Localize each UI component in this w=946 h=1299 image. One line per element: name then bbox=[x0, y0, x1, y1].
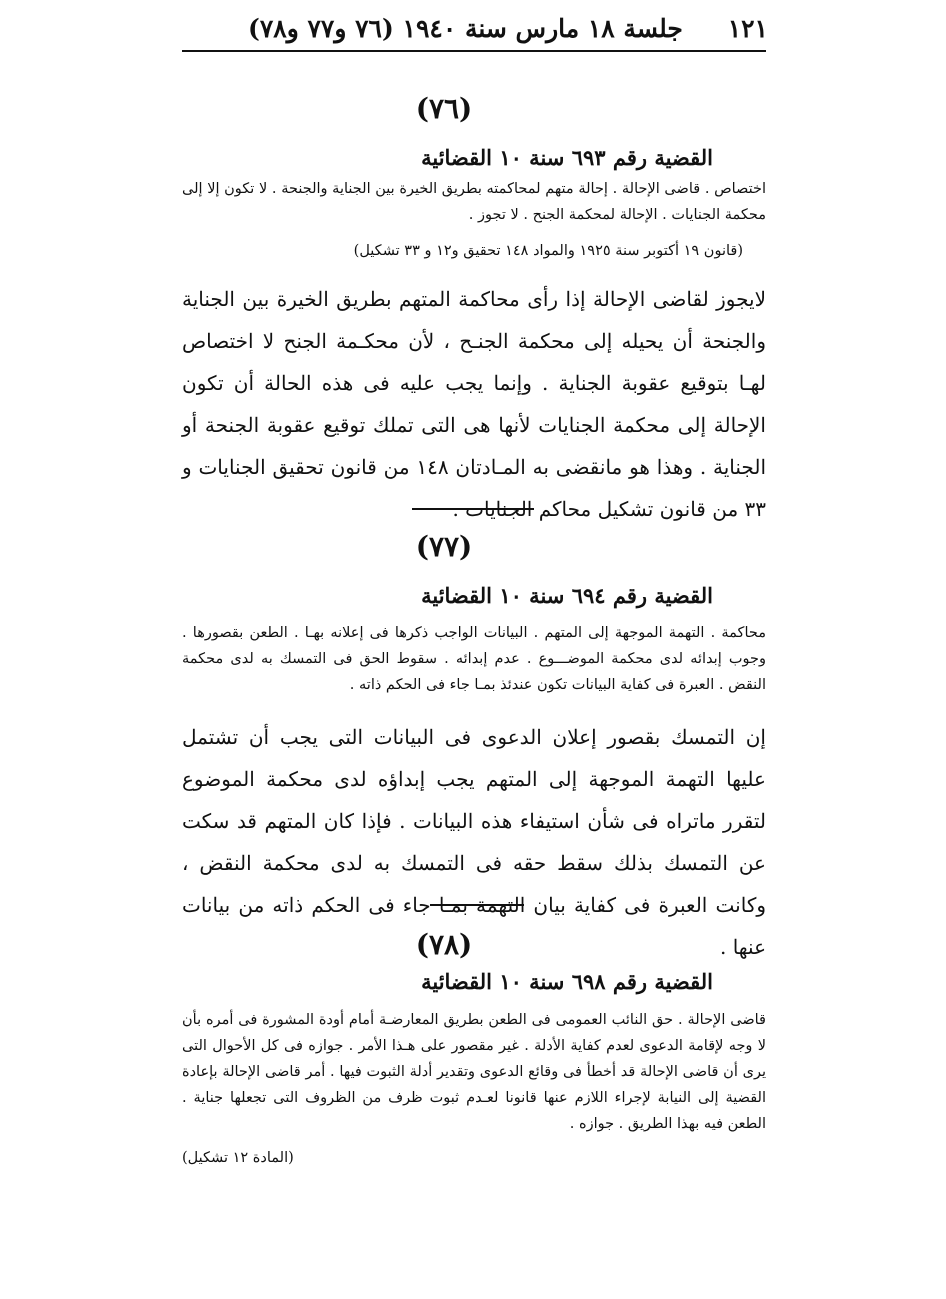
header-rule bbox=[182, 50, 766, 52]
case-legal-reference: (المادة ١٢ تشكيل) bbox=[182, 1150, 294, 1166]
case-headnote: قاضى الإحالة . حق النائب العمومى فى الطعن بطريق المعارضـة أمام أودة المشورة فى أمره بأن لا وجه لإقامة الدعوى لعدم كفاية الأدلة . غير مقصور على هـذا الأمر . جوازه فى كل الأحوال التى يرى أن قاضى الإحالة قد أخطأ فى وقائع الدعوى وتقدير أدلة الثبوت فيها . أمر قاضى الإحالة بإعادة القضية إلى النيابة لإجراء اللازم عنها قانونا لعـدم ثبوت ظرف من الظروف التى تجعلها جناية . الطعن فيه بهذا الطريق . جوازه . bbox=[182, 1012, 766, 1132]
case-headnote: اختصاص . قاضى الإحالة . إحالة متهم لمحاكمته بطريق الخيرة بين الجناية والجنحة . لا تكون إلا إلى محكمة الجنايات . الإحالة لمحكمة الجنح . لا تجوز . bbox=[182, 181, 766, 223]
case-headnote: محاكمة . التهمة الموجهة إلى المتهم . البيانات الواجب ذكرها فى إعلانه بهـا . الطعن بقصورها . وجوب إبدائه لدى محكمة الموضـــوع . عدم إبدائه . سقوط الحق فى التمسك به لدى محكمة النقض . العبرة فى كفاية البيانات تكون عندئذ بمـا جاء فى الحكم ذاته . bbox=[182, 625, 766, 693]
running-header bbox=[248, 10, 768, 46]
case-title: القضية رقم ٦٩٤ سنة ١٠ القضائية bbox=[421, 583, 713, 608]
case-title: القضية رقم ٦٩٣ سنة ١٠ القضائية bbox=[421, 145, 713, 170]
section-divider bbox=[412, 508, 534, 510]
case-legal-reference: (قانون ١٩ أكتوبر سنة ١٩٢٥ والمواد ١٤٨ تحقيق و١٢ و ٣٣ تشكيل) bbox=[353, 243, 743, 259]
case-title: القضية رقم ٦٩٨ سنة ١٠ القضائية bbox=[421, 969, 713, 994]
session-heading: جلسة ١٨ مارس سنة ١٩٤٠ (٧٦ و٧٧ و٧٨) bbox=[248, 13, 683, 43]
case-number: (٧٦) bbox=[415, 92, 473, 125]
page-number: ١٢١ bbox=[727, 13, 768, 43]
section-divider bbox=[430, 904, 524, 906]
case-number: (٧٨) bbox=[415, 928, 473, 961]
case-body: إن التمسك بقصور إعلان الدعوى فى البيانات التى يجب أن تشتمل عليها التهمة الموجهة إلى المتهم يجب إبداؤه لدى محكمة الموضوع لتقرر ماتراه فى شأن استيفاء هذه البيانات . فإذا كان المتهم قد سكت عن التمسك بذلك سقط حقه فى التمسك به لدى محكمة النقض ، وكانت العبرة فى كفاية بيان التهمة بمـا جاء فى الحكم ذاته من بيانات عنها . bbox=[182, 725, 766, 959]
case-body: لايجوز لقاضى الإحالة إذا رأى محاكمة المتهم بطريق الخيرة بين الجناية والجنحة أن يحيله إلى محكمة الجنـح ، لأن محكـمة الجنح لا اختصاص لهـا بتوقيع عقوبة الجناية . وإنما يجب عليه فى هذه الحالة أن تكون الإحالة إلى محكمة الجنايات لأنها هى التى تملك توقيع عقوبة الجنحة أو الجناية . وهذا هو مانقضى به المـادتان ١٤٨ من قانون تحقيق الجنايات و ٣٣ من قانون تشكيل محاكم الجنايات . bbox=[182, 287, 766, 521]
case-number: (٧٧) bbox=[415, 530, 473, 563]
